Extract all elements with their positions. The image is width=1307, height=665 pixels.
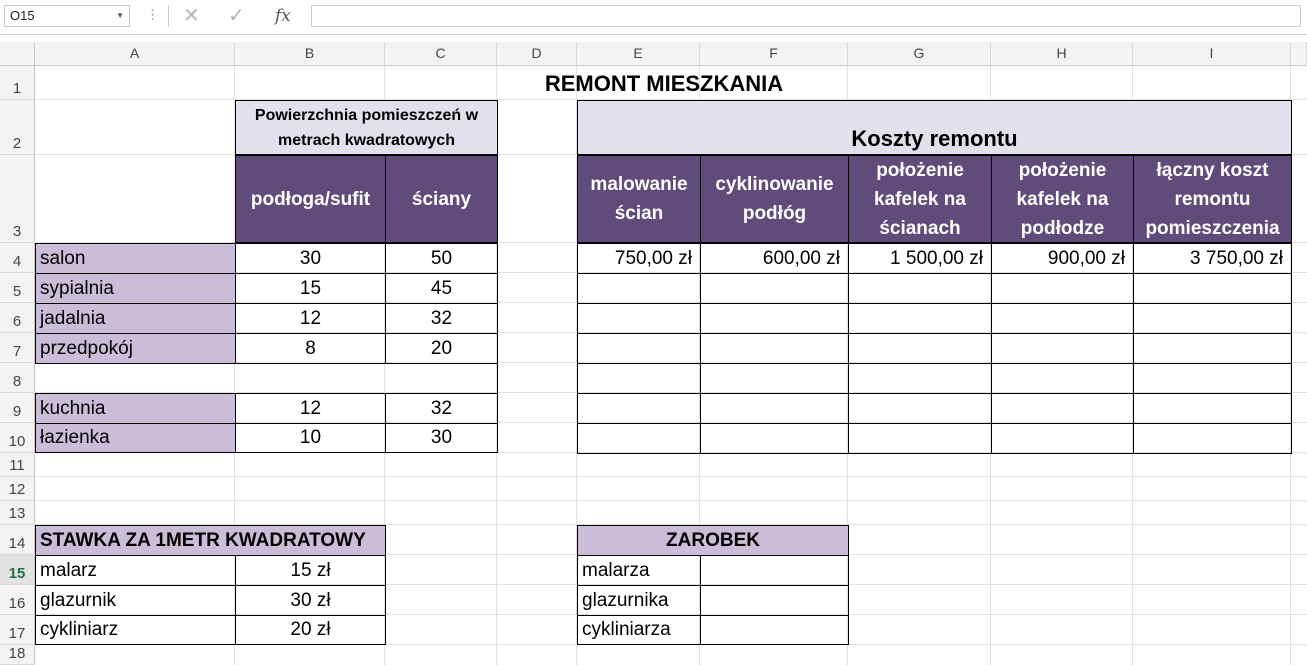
row-header-8[interactable]: 8 (0, 363, 35, 393)
row-header-13[interactable]: 13 (0, 501, 35, 525)
formula-input[interactable] (311, 5, 1301, 27)
name-box-value: O15 (10, 8, 35, 23)
cost-cell[interactable] (848, 303, 992, 334)
rate-role[interactable]: malarz (35, 555, 236, 586)
rate-value[interactable]: 20 zł (235, 615, 386, 645)
cost-cell[interactable] (848, 333, 992, 364)
room-walls[interactable]: 32 (385, 303, 498, 334)
cost-cell[interactable] (577, 273, 701, 304)
cost-cell[interactable] (991, 333, 1134, 364)
column-header-g[interactable]: G (848, 42, 991, 66)
column-header-c[interactable]: C (385, 42, 497, 66)
earnings-title[interactable]: ZAROBEK (577, 525, 849, 556)
cost-cell[interactable] (991, 303, 1134, 334)
name-box[interactable] (4, 5, 130, 27)
cost-cell[interactable] (991, 363, 1134, 394)
cost-header-wall-tiles[interactable]: położenie kafelek na ścianach (848, 155, 992, 243)
cost-cell[interactable] (1133, 303, 1292, 334)
room-name[interactable]: przedpokój (35, 333, 236, 364)
rate-value[interactable]: 30 zł (235, 585, 386, 616)
row-header-3[interactable]: 3 (0, 155, 35, 243)
room-walls[interactable]: 32 (385, 393, 498, 424)
room-floor[interactable]: 15 (235, 273, 386, 304)
check-icon[interactable]: ✓ (228, 5, 245, 27)
row-header-6[interactable]: 6 (0, 303, 35, 333)
col-floor-header[interactable]: podłoga/sufit (235, 155, 386, 243)
column-header-i[interactable]: I (1133, 42, 1291, 66)
earnings-value[interactable] (700, 615, 849, 645)
rate-role[interactable]: glazurnik (35, 585, 236, 616)
gridline-horizontal (35, 500, 1307, 501)
row-header-1[interactable]: 1 (0, 66, 35, 100)
cost-cell[interactable] (848, 423, 992, 454)
room-floor[interactable]: 30 (235, 243, 386, 274)
column-header-f[interactable]: F (700, 42, 848, 66)
cancel-icon[interactable]: ✕ (183, 5, 200, 27)
select-all-corner[interactable] (0, 42, 35, 66)
function-icon[interactable]: fx (275, 6, 291, 26)
cost-cell[interactable] (848, 273, 992, 304)
cost-cell[interactable] (991, 273, 1134, 304)
column-header-e[interactable]: E (577, 42, 700, 66)
cost-header-total[interactable]: łączny koszt remontu pomieszczenia (1133, 155, 1292, 243)
cost-cell[interactable] (991, 423, 1134, 454)
gridline-horizontal (35, 476, 1307, 477)
cost-cell[interactable] (577, 333, 701, 364)
room-floor[interactable]: 12 (235, 393, 386, 424)
room-walls[interactable]: 20 (385, 333, 498, 364)
earnings-role[interactable]: glazurnika (577, 585, 701, 616)
row-header-17[interactable]: 17 (0, 615, 35, 645)
room-name[interactable]: jadalnia (35, 303, 236, 334)
column-header-extra[interactable] (1291, 42, 1307, 66)
cost-cell[interactable] (577, 393, 701, 424)
cost-cell[interactable] (577, 303, 701, 334)
room-name[interactable]: kuchnia (35, 393, 236, 424)
chevron-down-icon[interactable]: ▼ (116, 11, 124, 20)
earnings-value[interactable] (700, 585, 849, 616)
room-floor[interactable]: 8 (235, 333, 386, 364)
cost-cell[interactable] (577, 363, 701, 394)
cost-cell[interactable] (1133, 423, 1292, 454)
row-header-11[interactable]: 11 (0, 453, 35, 477)
column-header-h[interactable]: H (991, 42, 1133, 66)
cost-sanding-value[interactable]: 600,00 zł (762, 247, 840, 269)
row-header-18[interactable]: 18 (0, 645, 35, 665)
vertical-ellipsis-icon[interactable]: ⋮ (146, 7, 159, 22)
cost-cell[interactable] (1133, 393, 1292, 424)
earnings-value[interactable] (700, 555, 849, 586)
row-header-7[interactable]: 7 (0, 333, 35, 363)
cost-total-value[interactable]: 3 750,00 zł (1190, 247, 1283, 269)
area-header[interactable]: Powierzchnia pomieszczeń w metrach kwadratowych (235, 100, 498, 155)
column-header-b[interactable]: B (235, 42, 385, 66)
room-name[interactable]: sypialnia (35, 273, 236, 304)
room-name[interactable]: łazienka (35, 423, 236, 453)
row-header-9[interactable]: 9 (0, 393, 35, 423)
cost-cell[interactable] (700, 303, 849, 334)
room-floor[interactable]: 10 (235, 423, 386, 453)
divider (168, 5, 169, 27)
cost-cell[interactable] (700, 333, 849, 364)
row-header-15[interactable]: 15 (0, 555, 35, 585)
costs-title[interactable]: Koszty remontu (577, 100, 1292, 155)
cost-cell[interactable] (1133, 273, 1292, 304)
column-header-d[interactable]: D (497, 42, 577, 66)
sheet-title[interactable]: REMONT MIESZKANIA (544, 70, 784, 96)
row-header-16[interactable]: 16 (0, 585, 35, 615)
rate-value[interactable]: 15 zł (235, 555, 386, 586)
cost-cell[interactable] (848, 363, 992, 394)
cost-cell[interactable] (700, 393, 849, 424)
row-header-2[interactable]: 2 (0, 100, 35, 155)
column-header-a[interactable]: A (35, 42, 235, 66)
room-floor[interactable]: 12 (235, 303, 386, 334)
formula-bar (0, 0, 1307, 35)
cost-header-painting[interactable]: malowanie ścian (577, 155, 701, 243)
cost-cell[interactable] (700, 273, 849, 304)
row-header-4[interactable]: 4 (0, 243, 35, 273)
cost-cell[interactable] (991, 393, 1134, 424)
cost-cell[interactable] (700, 363, 849, 394)
row-header-14[interactable]: 14 (0, 525, 35, 555)
earnings-role[interactable]: cykliniarza (577, 615, 701, 645)
cost-header-floor-tiles[interactable]: położenie kafelek na podłodze (991, 155, 1134, 243)
room-walls[interactable]: 45 (385, 273, 498, 304)
cost-wall-tiles-value[interactable]: 1 500,00 zł (890, 247, 983, 269)
cost-cell[interactable] (700, 423, 849, 454)
room-walls[interactable]: 50 (385, 243, 498, 274)
cost-cell[interactable] (1133, 363, 1292, 394)
row-header-12[interactable]: 12 (0, 477, 35, 501)
cost-header-sanding[interactable]: cyklinowanie podłóg (700, 155, 849, 243)
cost-cell[interactable] (848, 393, 992, 424)
cost-cell[interactable] (577, 423, 701, 454)
rate-title[interactable]: STAWKA ZA 1METR KWADRATOWY (35, 525, 386, 556)
cost-painting-value[interactable]: 750,00 zł (614, 247, 692, 269)
cost-cell[interactable] (1133, 333, 1292, 364)
earnings-role[interactable]: malarza (577, 555, 701, 586)
empty-row[interactable] (35, 363, 498, 394)
cost-floor-tiles-value[interactable]: 900,00 zł (1047, 247, 1125, 269)
col-walls-header[interactable]: ściany (385, 155, 498, 243)
row-header-10[interactable]: 10 (0, 423, 35, 453)
room-walls[interactable]: 30 (385, 423, 498, 453)
row-header-5[interactable]: 5 (0, 273, 35, 303)
room-name[interactable]: salon (35, 243, 236, 274)
rate-role[interactable]: cykliniarz (35, 615, 236, 645)
